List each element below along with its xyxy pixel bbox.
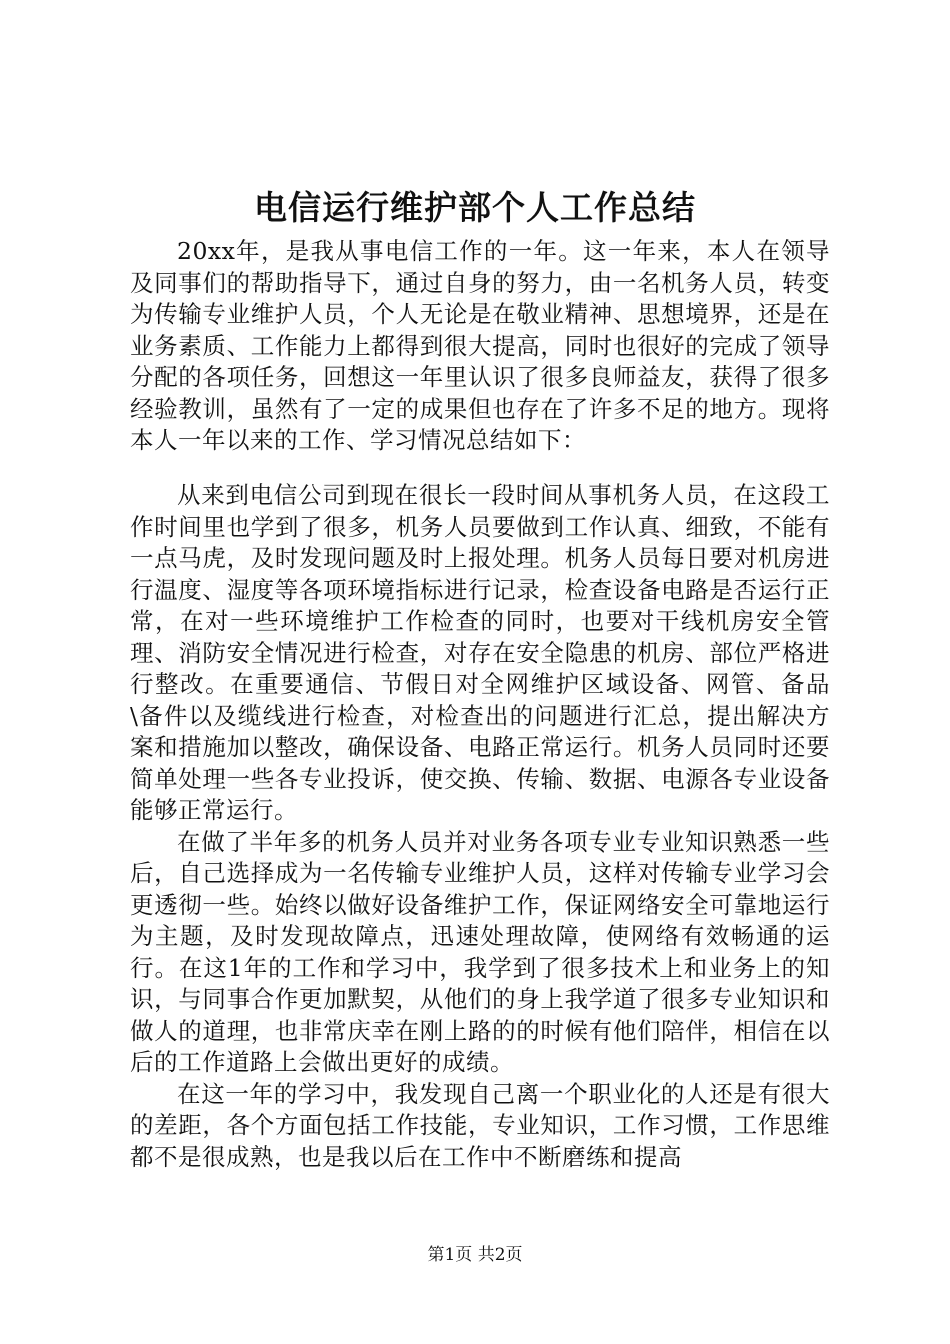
paragraph: 在这一年的学习中，我发现自己离一个职业化的人还是有很大的差距，各个方面包括工作技能，专业知识，工作习惯，工作思维都不是很成熟，也是我以后在工作中不断磨练和提高 [130,1079,830,1171]
page-footer: 第1页 共2页 [427,1245,523,1265]
paragraph: 20xx年，是我从事电信工作的一年。这一年来，本人在领导及同事们的帮助指导下，通过自身的努力，由一名机务人员，转变为传输专业维护人员，个人无论是在敬业精神、思想境界，还是在业务素质、工作能力上都得到很大提高，同时也很好的完成了领导分配的各项任务，回想这一年里认识了很多良师益友，获得了很多经验教训，虽然有了一定的成果但也存在了许多不足的地方。现将本人一年以来的工作、学习情况总结如下： [130,237,830,454]
document-title: 电信运行维护部个人工作总结 [254,188,696,227]
main-section [130,480,830,1173]
paragraph: 从来到电信公司到现在很长一段时间从事机务人员，在这段工作时间里也学到了很多，机务人员要做到工作认真、细致，不能有一点马虎，及时发现问题及时上报处理。机务人员每日要对机房进行温度、湿度等各项环境指标进行记录，检查设备电路是否运行正常，在对一些环境维护工作检查的同时，也要对干线机房安全管理、消防安全情况进行检查，对存在安全隐患的机房、部位严格进行整改。在重要通信、节假日对全网维护区域设备、网管、备品\备件以及缆线进行检查，对检查出的问题进行汇总，提出解决方案和措施加以整改，确保设备、电路正常运行。机务人员同时还要简单处理一些各专业投诉，使交换、传输、数据、电源各专业设备能够正常运行。 [130,481,830,824]
intro-section [130,236,830,457]
paragraph: 在做了半年多的机务人员并对业务各项专业专业知识熟悉一些后，自己选择成为一名传输专业维护人员，这样对传输专业学习会更透彻一些。始终以做好设备维护工作，保证网络安全可靠地运行为主题，及时发现故障点，迅速处理故障，使网络有效畅通的运行。在这1年的工作和学习中，我学到了很多技术上和业务上的知识，与同事合作更加默契，从他们的身上我学道了很多专业知识和做人的道理，也非常庆幸在刚上路的的时候有他们陪伴，相信在以后的工作道路上会做出更好的成绩。 [130,827,830,1076]
